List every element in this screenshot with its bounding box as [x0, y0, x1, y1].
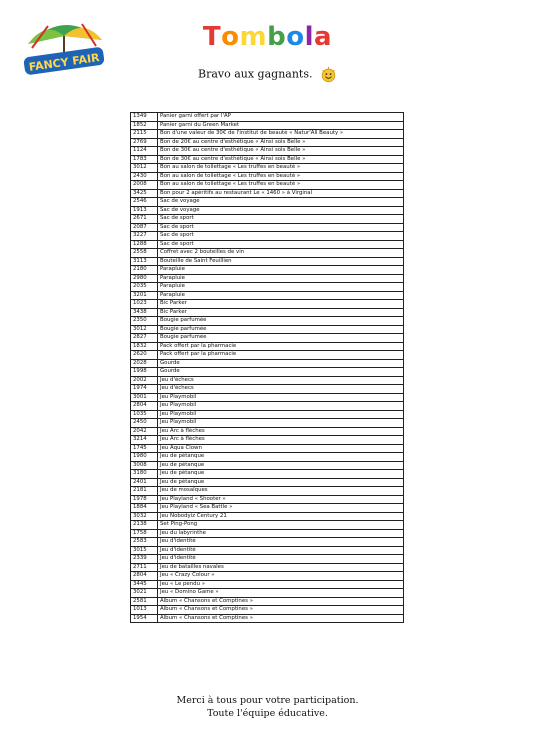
smiley-icon — [320, 66, 337, 83]
ticket-number-cell: 2042 — [131, 427, 158, 436]
table-row — [131, 419, 404, 428]
ticket-number-cell: 3180 — [131, 470, 158, 479]
ticket-number-cell: 3214 — [131, 436, 158, 445]
prize-cell: Bon au salon de toilettage « Les truffes en beauté » — [158, 172, 404, 181]
prize-cell: Bic Parker — [158, 300, 404, 309]
prize-cell: Sac de voyage — [158, 198, 404, 207]
prize-cell: Jeu Nobodyiz Century 21 — [158, 512, 404, 521]
prize-cell: Sac de voyage — [158, 206, 404, 215]
table-row — [131, 291, 404, 300]
table-row — [131, 342, 404, 351]
table-row — [131, 300, 404, 309]
subtitle — [0, 66, 535, 83]
prize-cell: Pack offert par la pharmacie — [158, 342, 404, 351]
ticket-number-cell: 3001 — [131, 393, 158, 402]
title-letter: b — [267, 22, 287, 52]
footer-thanks: Merci à tous pour votre participation. — [176, 695, 359, 706]
table-row — [131, 478, 404, 487]
prize-cell: Parapluie — [158, 266, 404, 275]
table-row — [131, 172, 404, 181]
prize-cell: Bon de 30€ au centre d'esthétique « Ainsi sois Belle » — [158, 155, 404, 164]
ticket-number-cell: 1288 — [131, 240, 158, 249]
ticket-number-cell: 3021 — [131, 589, 158, 598]
prize-cell: Jeu de batailles navales — [158, 563, 404, 572]
table-row — [131, 385, 404, 394]
prize-table-body — [131, 113, 404, 623]
prize-cell: Jeu de pétanque — [158, 453, 404, 462]
table-row — [131, 359, 404, 368]
prize-cell: Panier garni du Green Market — [158, 121, 404, 130]
ticket-number-cell: 3008 — [131, 461, 158, 470]
table-row — [131, 376, 404, 385]
prize-cell: Album « Chansons et Comptines » — [158, 614, 404, 623]
prize-cell: Sac de sport — [158, 240, 404, 249]
prize-cell: Album « Chansons et Comptines » — [158, 606, 404, 615]
ticket-number-cell: 1980 — [131, 453, 158, 462]
ticket-number-cell: 2546 — [131, 198, 158, 207]
table-row — [131, 589, 404, 598]
table-row — [131, 206, 404, 215]
ticket-number-cell: 2558 — [131, 249, 158, 258]
title-letter: o — [286, 22, 305, 52]
ticket-number-cell: 3227 — [131, 232, 158, 241]
prize-cell: Jeu Playland « Sea Battle » — [158, 504, 404, 513]
ticket-number-cell: 1978 — [131, 495, 158, 504]
table-row — [131, 189, 404, 198]
table-row — [131, 334, 404, 343]
ticket-number-cell: 1035 — [131, 410, 158, 419]
ticket-number-cell: 1745 — [131, 444, 158, 453]
prize-cell: Sac de sport — [158, 232, 404, 241]
table-row — [131, 504, 404, 513]
ticket-number-cell: 3012 — [131, 325, 158, 334]
table-row — [131, 130, 404, 139]
table-row — [131, 529, 404, 538]
ticket-number-cell: 2804 — [131, 572, 158, 581]
prize-cell: Bougie parfumée — [158, 325, 404, 334]
ticket-number-cell: 1974 — [131, 385, 158, 394]
table-row — [131, 274, 404, 283]
table-row — [131, 453, 404, 462]
ticket-number-cell: 3438 — [131, 308, 158, 317]
subtitle-text: Bravo aux gagnants. — [197, 67, 313, 81]
ticket-number-cell: 1124 — [131, 147, 158, 156]
table-row — [131, 606, 404, 615]
table-row — [131, 572, 404, 581]
table-row — [131, 147, 404, 156]
prize-cell: Jeu Arc à flèches — [158, 436, 404, 445]
ticket-number-cell: 2028 — [131, 359, 158, 368]
prize-cell: Jeu d'échecs — [158, 385, 404, 394]
prize-cell: Set Ping-Pong — [158, 521, 404, 530]
prize-cell: Jeu « Crazy Colour » — [158, 572, 404, 581]
prize-cell: Jeu de pétanque — [158, 470, 404, 479]
ticket-number-cell: 2401 — [131, 478, 158, 487]
ticket-number-cell: 2350 — [131, 317, 158, 326]
table-row — [131, 257, 404, 266]
table-row — [131, 266, 404, 275]
ticket-number-cell: 3113 — [131, 257, 158, 266]
ticket-number-cell: 2804 — [131, 402, 158, 411]
ticket-number-cell: 2827 — [131, 334, 158, 343]
ticket-number-cell: 3425 — [131, 189, 158, 198]
table-row — [131, 215, 404, 224]
prize-cell: Jeu de pétanque — [158, 461, 404, 470]
ticket-number-cell: 1758 — [131, 529, 158, 538]
prize-cell: Jeu Aqua Clown — [158, 444, 404, 453]
table-row — [131, 461, 404, 470]
table-row — [131, 495, 404, 504]
ticket-number-cell: 1349 — [131, 113, 158, 122]
prize-cell: Sac de sport — [158, 223, 404, 232]
table-row — [131, 538, 404, 547]
ticket-number-cell: 2339 — [131, 555, 158, 564]
footer — [0, 694, 535, 720]
table-row — [131, 121, 404, 130]
table-row — [131, 512, 404, 521]
ticket-number-cell: 3201 — [131, 291, 158, 300]
ticket-number-cell: 2430 — [131, 172, 158, 181]
ticket-number-cell: 3012 — [131, 164, 158, 173]
prize-cell: Sac de sport — [158, 215, 404, 224]
ticket-number-cell: 2581 — [131, 597, 158, 606]
ticket-number-cell: 1884 — [131, 504, 158, 513]
prize-cell: Jeu Playmobil — [158, 402, 404, 411]
table-row — [131, 521, 404, 530]
table-row — [131, 181, 404, 190]
table-row — [131, 580, 404, 589]
ticket-number-cell: 3032 — [131, 512, 158, 521]
table-row — [131, 351, 404, 360]
table-row — [131, 223, 404, 232]
prize-cell: Jeu Arc à flèches — [158, 427, 404, 436]
title-letter: o — [221, 22, 240, 52]
ticket-number-cell: 2115 — [131, 130, 158, 139]
ticket-number-cell: 2138 — [131, 521, 158, 530]
ticket-number-cell: 1783 — [131, 155, 158, 164]
ticket-number-cell: 3015 — [131, 546, 158, 555]
table-row — [131, 249, 404, 258]
table-row — [131, 402, 404, 411]
prize-cell: Jeu Playmobil — [158, 419, 404, 428]
prize-cell: Parapluie — [158, 283, 404, 292]
ticket-number-cell: 2980 — [131, 274, 158, 283]
table-row — [131, 393, 404, 402]
prize-cell: Jeu Playmobil — [158, 393, 404, 402]
ticket-number-cell: 2008 — [131, 181, 158, 190]
prize-cell: Bon pour 2 apéritifs au restaurant Le « 1460 » à Virginal — [158, 189, 404, 198]
ticket-number-cell: 1954 — [131, 614, 158, 623]
table-row — [131, 563, 404, 572]
prize-cell: Bougie parfumée — [158, 334, 404, 343]
prize-cell: Jeu de mosaïques — [158, 487, 404, 496]
prize-cell: Coffret avec 2 bouteilles de vin — [158, 249, 404, 258]
table-row — [131, 487, 404, 496]
table-row — [131, 427, 404, 436]
prize-cell: Jeu d'identité — [158, 538, 404, 547]
prize-cell: Jeu « Domino Game » — [158, 589, 404, 598]
ticket-number-cell: 2087 — [131, 223, 158, 232]
prize-cell: Bon au salon de toilettage « Les truffes en beauté » — [158, 164, 404, 173]
table-row — [131, 164, 404, 173]
page-title — [0, 22, 535, 52]
table-row — [131, 436, 404, 445]
table-row — [131, 283, 404, 292]
prize-cell: Jeu d'identité — [158, 546, 404, 555]
table-row — [131, 546, 404, 555]
table-row — [131, 113, 404, 122]
prize-cell: Parapluie — [158, 274, 404, 283]
prize-cell: Jeu de pétanque — [158, 478, 404, 487]
prize-cell: Album « Chansons et Comptines » — [158, 597, 404, 606]
ticket-number-cell: 1023 — [131, 300, 158, 309]
prize-cell: Bon de 30€ au centre d'esthétique « Ainsi sois Belle » — [158, 147, 404, 156]
prize-cell: Jeu Playmobil — [158, 410, 404, 419]
ticket-number-cell: 2035 — [131, 283, 158, 292]
table-row — [131, 317, 404, 326]
prize-cell: Bon de 20€ au centre d'esthétique « Ainsi sois Belle » — [158, 138, 404, 147]
prize-cell: Bougie parfumée — [158, 317, 404, 326]
title-letter: l — [304, 22, 315, 52]
ticket-number-cell: 2002 — [131, 376, 158, 385]
table-row — [131, 368, 404, 377]
prize-cell: Gourde — [158, 359, 404, 368]
table-row — [131, 410, 404, 419]
prize-cell: Bic Parker — [158, 308, 404, 317]
ticket-number-cell: 2181 — [131, 487, 158, 496]
title-letter: a — [314, 22, 333, 52]
ticket-number-cell: 1832 — [131, 342, 158, 351]
ticket-number-cell: 2769 — [131, 138, 158, 147]
table-row — [131, 614, 404, 623]
ticket-number-cell: 1852 — [131, 121, 158, 130]
title-letter: m — [239, 22, 268, 52]
table-row — [131, 597, 404, 606]
prize-cell: Jeu Playland « Shooter » — [158, 495, 404, 504]
table-row — [131, 155, 404, 164]
ticket-number-cell: 1998 — [131, 368, 158, 377]
table-row — [131, 232, 404, 241]
prize-cell: Pack offert par la pharmacie — [158, 351, 404, 360]
prize-cell: Jeu « Le pendu » — [158, 580, 404, 589]
prize-cell: Parapluie — [158, 291, 404, 300]
logo-text: FANCY FAIR — [28, 51, 101, 74]
table-row — [131, 470, 404, 479]
prize-cell: Jeu d'identité — [158, 555, 404, 564]
ticket-number-cell: 2583 — [131, 538, 158, 547]
table-row — [131, 138, 404, 147]
ticket-number-cell: 2620 — [131, 351, 158, 360]
prize-cell: Jeu du labyrinthe — [158, 529, 404, 538]
prize-cell: Jeu d'échecs — [158, 376, 404, 385]
ticket-number-cell: 2711 — [131, 563, 158, 572]
prize-table — [130, 112, 404, 623]
ticket-number-cell: 2180 — [131, 266, 158, 275]
table-row — [131, 198, 404, 207]
ticket-number-cell: 1913 — [131, 206, 158, 215]
ticket-number-cell: 3445 — [131, 580, 158, 589]
ticket-number-cell: 2671 — [131, 215, 158, 224]
table-row — [131, 444, 404, 453]
table-row — [131, 555, 404, 564]
ticket-number-cell: 1013 — [131, 606, 158, 615]
title-letter: T — [202, 22, 222, 52]
prize-cell: Bouteille de Saint Feuillien — [158, 257, 404, 266]
table-row — [131, 325, 404, 334]
ticket-number-cell: 2450 — [131, 419, 158, 428]
footer-signature: Toute l'équipe éducative. — [207, 708, 328, 719]
prize-cell: Bon d'une valeur de 30€ de l'institut de beauté « Natur'All Beauty » — [158, 130, 404, 139]
prize-cell: Bon au salon de toilettage « Les truffes en beauté » — [158, 181, 404, 190]
table-row — [131, 308, 404, 317]
table-row — [131, 240, 404, 249]
prize-cell: Panier garni offert par l'AP — [158, 113, 404, 122]
prize-cell: Gourde — [158, 368, 404, 377]
